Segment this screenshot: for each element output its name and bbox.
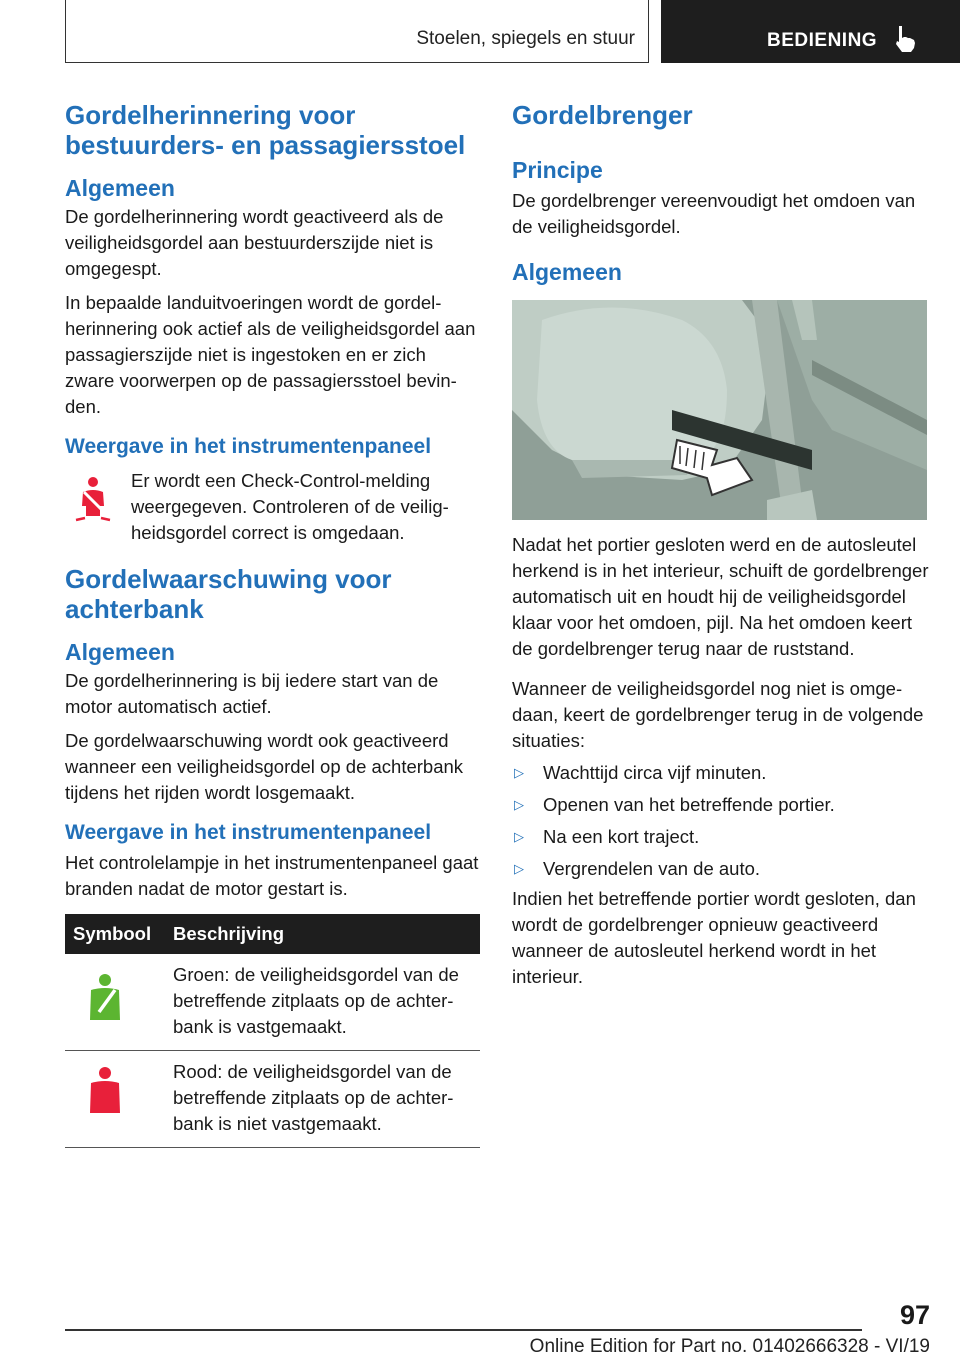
paragraph: Nadat het portier gesloten werd en de autosleutel herkend is in het interieur, schuift de gordelbrenger automatisch uit en houdt hij de veiligheidsgordel klaar voor het omdoen, pijl. Na het omdoen keert de gordelbrenger terug naar de ruststand. <box>512 534 929 659</box>
seatbelt-fastened-green-icon <box>85 972 125 1022</box>
list-item-text: Vergrendelen van de auto. <box>543 858 761 879</box>
list-item <box>512 760 930 786</box>
page-number: 97 <box>899 1300 930 1330</box>
header-chapter-tab <box>661 0 960 63</box>
header-chapter-label: BEDIENING <box>767 30 878 51</box>
triangle-bullet-icon: ▷ <box>514 797 524 812</box>
table-header-symbol: Symbool <box>65 914 165 954</box>
triangle-bullet-icon: ▷ <box>514 765 524 780</box>
triangle-bullet-icon: ▷ <box>514 829 524 844</box>
table-header-description: Beschrijving <box>165 914 480 954</box>
rear-belt-warning-title: Gordelwaarschuwing voor achterbank <box>65 564 392 624</box>
left-column <box>65 100 480 1148</box>
list-item <box>512 856 930 882</box>
driver-belt-reminder-title: Gordelherinnering voor bestuurders- en passagiersstoel <box>65 100 466 160</box>
footer-edition: Online Edition for Part no. 01402666328 - VI/19 <box>529 1336 930 1357</box>
display-info-text: Er wordt een Check-Control-melding weergegeven. Controleren of de veiligheidsgordel correct is omgedaan. <box>131 470 449 543</box>
table-cell-symbol <box>65 954 165 1051</box>
paragraph: De gordelherinnering is bij iedere start van de motor automatisch actief. <box>65 670 439 717</box>
belt-presenter-title: Gordelbrenger <box>512 100 693 130</box>
section-heading-general: Algemeen <box>65 175 175 201</box>
section-heading-general: Algemeen <box>65 639 175 665</box>
right-column <box>512 100 930 990</box>
paragraph: Wanneer de veiligheidsgordel nog niet is omgedaan, keert de gordelbrenger terug in de volgende situaties: <box>512 678 924 751</box>
footer-divider <box>65 1329 862 1331</box>
paragraph: Indien het betreffende portier wordt gesloten, dan wordt de gordelbrenger opnieuw geactiveerd wanneer de autosleutel herkend wordt in het interieur. <box>512 888 916 987</box>
list-item <box>512 824 930 850</box>
symbol-table <box>65 914 480 1148</box>
list-item-text: Na een kort traject. <box>543 826 700 847</box>
table-cell-symbol <box>65 1051 165 1148</box>
paragraph: De gordelwaarschuwing wordt ook geactiveerd wanneer een veiligheidsgordel op de achterbank tijdens het rijden wordt losgemaakt. <box>65 730 464 803</box>
section-heading-principle: Principe <box>512 157 603 183</box>
seatbelt-unfastened-red-icon <box>85 1065 125 1115</box>
paragraph: Het controlelampje in het instrumentenpaneel gaat branden nadat de motor gestart is. <box>65 852 479 899</box>
list-item-text: Openen van het betreffende portier. <box>543 794 835 815</box>
section-heading-general: Algemeen <box>512 259 622 285</box>
table-cell-text: Rood: de veiligheidsgordel van de betreffende zitplaats op de achterbank is niet vastgemaakt. <box>165 1051 480 1148</box>
situation-list <box>512 760 930 882</box>
paragraph: De gordelherinnering wordt geactiveerd als de veiligheidsgordel aan bestuurderszijde niet is omgegespt. <box>65 206 444 279</box>
seatbelt-warning-icon <box>73 472 113 528</box>
header-section-title: Stoelen, spiegels en stuur <box>416 28 635 49</box>
display-info-row <box>65 468 480 546</box>
list-item-text: Wachttijd circa vijf minuten. <box>543 762 767 783</box>
seat-belt-presenter-illustration <box>512 300 927 520</box>
section-heading-display: Weergave in het instrumentenpaneel <box>65 435 432 458</box>
table-cell-text: Groen: de veiligheidsgordel van de betreffende zitplaats op de achterbank is vastgemaakt. <box>165 954 480 1051</box>
section-heading-display: Weergave in het instrumentenpaneel <box>65 821 432 844</box>
table-row <box>65 954 480 1051</box>
pointing-hand-icon <box>893 24 919 54</box>
paragraph: In bepaalde landuitvoeringen wordt de gordelherinnering ook actief als de veiligheidsgordel aan passagierszijde niet is ingestoken en er zich zware voorwerpen op de passagiersstoel bevinden. <box>65 292 476 417</box>
triangle-bullet-icon: ▷ <box>514 861 524 876</box>
list-item <box>512 792 930 818</box>
paragraph: De gordelbrenger vereenvoudigt het omdoen van de veiligheidsgordel. <box>512 190 916 237</box>
table-row <box>65 1051 480 1148</box>
table-header-row <box>65 914 480 954</box>
